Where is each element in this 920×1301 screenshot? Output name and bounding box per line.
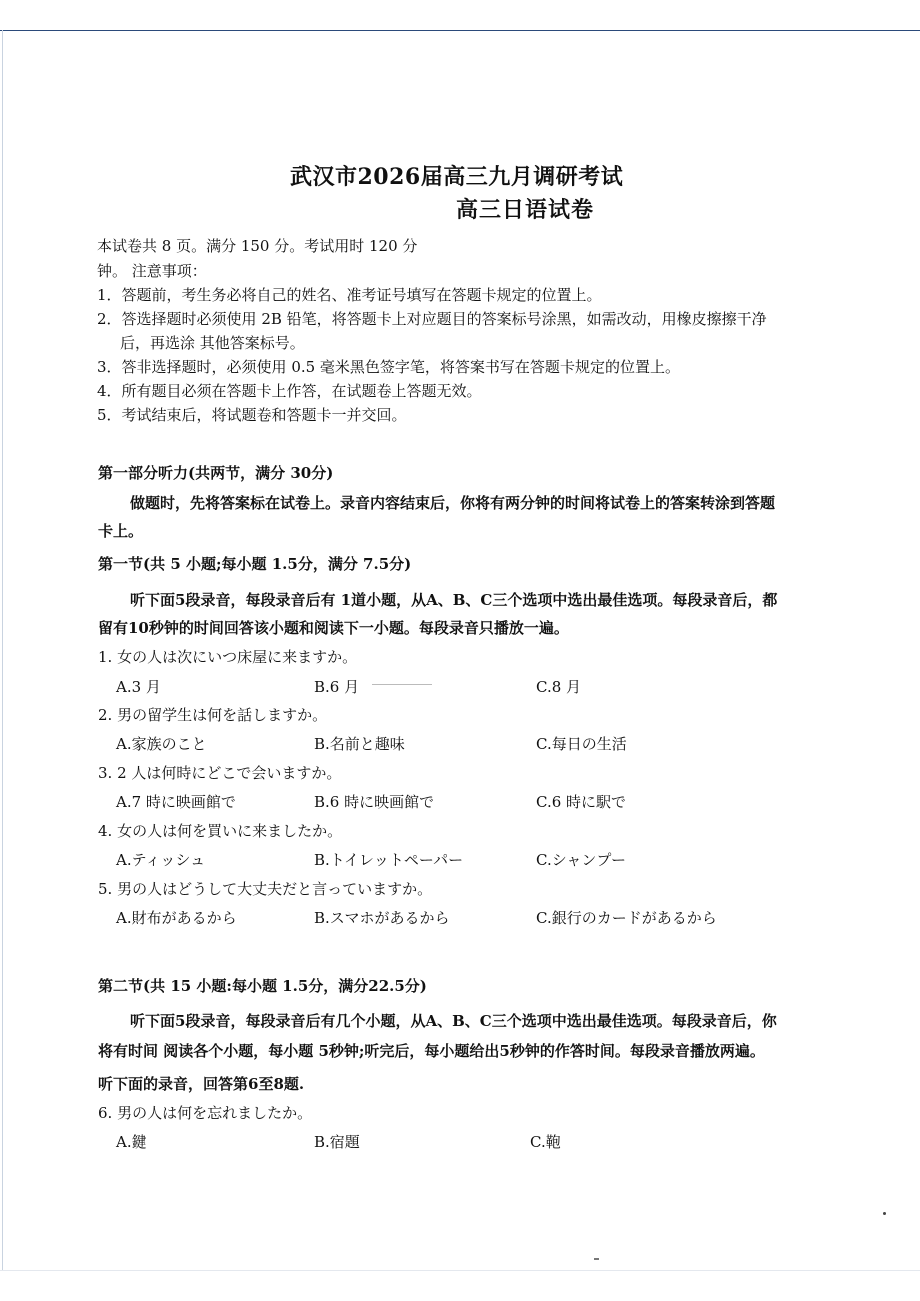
notice-item: 5．考试结束后，将试题卷和答题卡一并交回。 — [97, 406, 407, 424]
notice-item: 3．答非选择题时，必须使用 0.5 毫米黑色签字笔，将答案书写在答题卡规定的位置上。 — [97, 358, 680, 376]
option-a: A.3 月 — [116, 678, 161, 696]
notice-item: 4．所有题目必须在答题卡上作答，在试题卷上答题无效。 — [97, 382, 482, 400]
section2-instruction: 听下面5段录音，每段录音后有几个小题，从A、B、C三个选项中选出最佳选项。每段录音后，你 — [130, 1012, 777, 1030]
option-b: B.6 月 — [314, 678, 360, 696]
option-b: B.6 時に映画館で — [314, 793, 435, 811]
option-a: A.鍵 — [116, 1133, 147, 1151]
question-text: 1. 女の人は次にいつ床屋に来ますか。 — [98, 648, 358, 666]
scan-mark — [372, 684, 432, 685]
option-b: B.スマホがあるから — [314, 909, 450, 927]
option-a: A.ティッシュ — [116, 851, 206, 869]
option-c: C.6 時に駅で — [536, 793, 627, 811]
question-text: 2. 男の留学生は何を話しますか。 — [98, 706, 328, 724]
option-b: B.トイレットペーパー — [314, 851, 464, 869]
page-border-top — [0, 30, 920, 31]
notice-item-continued: 后，再选涂 其他答案标号。 — [120, 334, 305, 352]
exam-title: 武汉市2026届高三九月调研考试 — [290, 164, 624, 190]
option-a: A.家族のこと — [116, 735, 207, 753]
option-a: A.財布があるから — [116, 909, 237, 927]
page-border-left — [2, 30, 3, 1270]
scan-speck — [883, 1212, 886, 1215]
question-text: 3. 2 人は何時にどこで会いますか。 — [98, 764, 342, 782]
option-b: B.名前と趣味 — [314, 735, 405, 753]
question-text: 4. 女の人は何を買いに来ましたか。 — [98, 822, 343, 840]
section1-instruction: 听下面5段录音，每段录音后有 1道小题，从A、B、C三个选项中选出最佳选项。每段录音后，都 — [130, 591, 778, 609]
option-a: A.7 時に映画館で — [116, 793, 236, 811]
section2-heading: 第二节(共 15 小题:每小题 1.5分，满分22.5分) — [98, 977, 427, 995]
part1-heading: 第一部分听力(共两节，满分 30分) — [98, 464, 334, 482]
option-c: C.8 月 — [536, 678, 582, 696]
option-c: C.每日の生活 — [536, 735, 627, 753]
option-c: C.銀行のカードがあるから — [536, 909, 717, 927]
question-text: 6. 男の人は何を忘れましたか。 — [98, 1104, 313, 1122]
question-text: 5. 男の人はどうして大丈夫だと言っていますか。 — [98, 880, 433, 898]
option-c: C.シャンプー — [536, 851, 626, 869]
section2-prompt: 听下面的录音，回答第6至8题. — [98, 1075, 305, 1093]
page-border-bottom — [0, 1270, 920, 1271]
section1-heading: 第一节(共 5 小题;每小题 1.5分，满分 7.5分) — [98, 555, 412, 573]
exam-subtitle: 高三日语试卷 — [456, 197, 595, 223]
option-c: C.鞄 — [530, 1133, 561, 1151]
section2-instruction: 将有时间 阅读各个小题，每小题 5秒钟;听完后，每小题给出5秒钟的作答时间。每段录音播放两遍。 — [98, 1042, 765, 1060]
part1-instruction: 做题时，先将答案标在试卷上。录音内容结束后，你将有两分钟的时间将试卷上的答案转涂到答题 — [130, 494, 776, 512]
notice-line: 钟。 注意事项： — [97, 262, 207, 280]
scan-speck — [594, 1258, 599, 1260]
option-b: B.宿題 — [314, 1133, 360, 1151]
notice-line: 本试卷共 8 页。满分 150 分。考试用时 120 分 — [97, 237, 418, 255]
notice-item: 2．答选择题时必须使用 2B 铅笔，将答题卡上对应题目的答案标号涂黑，如需改动，用橡皮擦擦干净 — [97, 310, 767, 328]
section1-instruction: 留有10秒钟的时间回答该小题和阅读下一小题。每段录音只播放一遍。 — [98, 619, 569, 637]
part1-instruction: 卡上。 — [98, 522, 144, 540]
notice-item: 1．答题前，考生务必将自己的姓名、准考证号填写在答题卡规定的位置上。 — [97, 286, 602, 304]
